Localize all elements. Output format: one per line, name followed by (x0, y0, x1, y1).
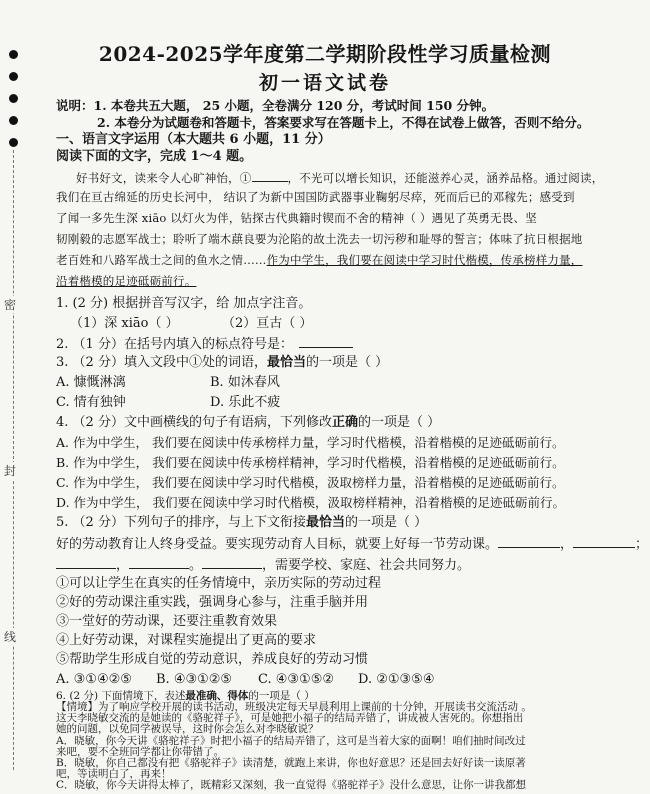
q5-blank (56, 555, 116, 569)
q5-context-2: ， 。 ，需要学校、家庭、社会共同努力。 (56, 555, 470, 574)
exam-subtitle: 初一语文试卷 (258, 72, 391, 94)
q1-stem: 1. (2 分) 根据拼音写汉字，给 加点字注音。 (56, 296, 312, 311)
binding-dashed-line (13, 150, 14, 770)
exam-title: 2024-2025学年度第二学期阶段性学习质量检测 (98, 42, 552, 66)
q5-option-c: C. ④③①⑤② (258, 672, 335, 687)
q3-option-a: A. 慷慨淋漓 (56, 375, 126, 390)
q4-option-d: D. 作为中学生， 我们要在阅读中学习时代楷模，汲取榜样精神，沿着楷模的足迹砥砺前行。 (56, 495, 565, 510)
q2-blank (299, 334, 353, 348)
blank-1 (252, 168, 288, 182)
q3-option-c: C. 情有独钟 (56, 395, 126, 410)
underlined-sentence: 沿着楷模的足迹砥砺前行。 (56, 274, 197, 288)
q3-option-b: B. 如沐春风 (210, 375, 280, 390)
passage-line: 韧刚毅的志愿军战士；聆听了端木蕻良要为沦陷的故土洗去一切污秽和耻辱的誓言；体味了抗日根据地 (56, 232, 583, 246)
passage-line: 了闻一多先生深 xiāo 以灯火为伴，钻探古代典籍时锲而不舍的精神（ ）遇见了英勇无畏、坚 (56, 211, 537, 225)
q6-option-b: B．晓敏，你自己都没有把《骆驼祥子》读清楚，就跑上来讲，你也好意思？还是回去好好读一读原著 (56, 757, 526, 769)
passage-line: 好书好文，读来令人心旷神怡，① ，不光可以增长知识，还能滋养心灵，涵养品格。通过阅读， (76, 168, 603, 187)
q4-option-b: B. 作为中学生， 我们要在阅读中传承榜样精神，学习时代楷模，沿着楷模的足迹砥砺前行。 (56, 455, 565, 470)
note-line-2: 2. 本卷分为试题卷和答题卡，答案要求写在答题卡上，不得在试卷上做答，否则不给分。 (97, 115, 590, 130)
q4-option-a: A. 作为中学生， 我们要在阅读中传承榜样力量，学习时代楷模，沿着楷模的足迹砥砺前行。 (56, 435, 565, 450)
underlined-sentence: 作为中学生，我们要在阅读中学习时代楷模，传承榜样力量， (266, 253, 583, 267)
binding-label-feng: 封 (4, 464, 17, 478)
q5-option-b: B. ④③①②⑤ (156, 672, 233, 687)
note-line-1: 说明：1. 本卷共五大题， 25 小题，全卷满分 120 分，考试时间 150 分钟。 (56, 98, 495, 113)
q6-option-c: C．晓敏，你今天讲得太棒了，既精彩又深刻，我一直觉得《骆驼祥子》没什么意思，让你一讲我都想 (56, 779, 527, 791)
punch-hole (9, 138, 18, 147)
passage-line: 老百姓和八路军战士之间的鱼水之情……作为中学生，我们要在阅读中学习时代楷模，传承榜样力量， (56, 253, 583, 267)
q5-blank (498, 534, 560, 548)
q1-option-2: （2）亘古（ ） (222, 316, 313, 331)
q5-blank (129, 555, 189, 569)
q5-sentence-5: ⑤帮助学生形成自觉的劳动意识，养成良好的劳动习惯 (56, 652, 369, 667)
binding-label-xian: 线 (4, 630, 17, 644)
q5-option-a: A. ③①④②⑤ (56, 672, 132, 687)
q5-sentence-3: ③一堂好的劳动课，还要注重教育效果 (56, 614, 278, 629)
q5-sentence-1: ①可以让学生在真实的任务情境中，亲历实际的劳动过程 (56, 576, 382, 591)
q5-option-d: D. ②①③⑤④ (358, 672, 435, 687)
q5-context-1: 好的劳动教育让人终身受益。要实现劳动育人目标，就要上好每一节劳动课。 ， ； (56, 534, 648, 553)
q5-blank (202, 555, 262, 569)
q6-context: 【情境】为了响应学校开展的读书活动，班级决定每天早晨利用上课前的十分钟，开展读书交流活动 。 (56, 701, 532, 713)
q6-context: 她的问题，以免同学被误导，这时你会怎么对李晓敏说？ (56, 723, 319, 735)
passage-line: 我们在亘古绵延的历史长河中， 结识了为新中国国防武器事业鞠躬尽瘁，死而后已的邓稼先；感受到 (56, 190, 575, 204)
q5-blank (573, 534, 635, 548)
q5-sentence-2: ②好的劳动课注重实践，强调身心参与，注重手脑并用 (56, 595, 369, 610)
q5-stem: 5. （2 分）下列句子的排序，与上下文衔接最恰当的一项是（ ） (56, 515, 428, 530)
punch-hole (9, 94, 18, 103)
q6-option-b-cont: 吧，等读明白了，再来！ (56, 768, 172, 780)
section-heading: 一、语言文字运用（本大题共 6 小题，11 分） (56, 132, 331, 147)
section-instruction: 阅读下面的文字，完成 1～4 题。 (56, 149, 253, 164)
q1-option-1: （1）深 xiāo（ ） (70, 316, 179, 331)
q6-stem: 6. (2 分) 下面情境下，表述最准确、得体的一项是（ ） (56, 690, 315, 702)
q3-stem: 3. （2 分）填入文段中①处的词语，最恰当的一项是（ ） (56, 355, 389, 370)
q6-option-a-cont: 来吧，要不全班同学都让你带错了。 (56, 746, 224, 758)
q4-option-c: C. 作为中学生， 我们要在阅读中学习时代楷模，汲取榜样力量，沿着楷模的足迹砥砺前行。 (56, 475, 565, 490)
q6-context: 这天李晓敏交流的是她读的《骆驼祥子》，可是她把小福子的结局弄错了，讲成被人害死的。你想指出 (56, 712, 524, 724)
q2-stem: 2. （1 分）在括号内填入的标点符号是： (56, 334, 353, 353)
q5-sentence-4: ④上好劳动课，对课程实施提出了更高的要求 (56, 633, 317, 648)
q4-stem: 4. （2 分）文中画横线的句子有语病，下列修改正确的一项是（ ） (56, 415, 441, 430)
binding-margin (0, 0, 24, 794)
q6-option-a: A．晓敏，你今天讲《骆驼祥子》时把小福子的结局弄错了，这可是当着大家的面啊！咱们抽时间改过 (56, 735, 526, 747)
binding-label-mi: 密 (4, 298, 17, 312)
punch-hole (9, 116, 18, 125)
q3-option-d: D. 乐此不疲 (210, 395, 281, 410)
